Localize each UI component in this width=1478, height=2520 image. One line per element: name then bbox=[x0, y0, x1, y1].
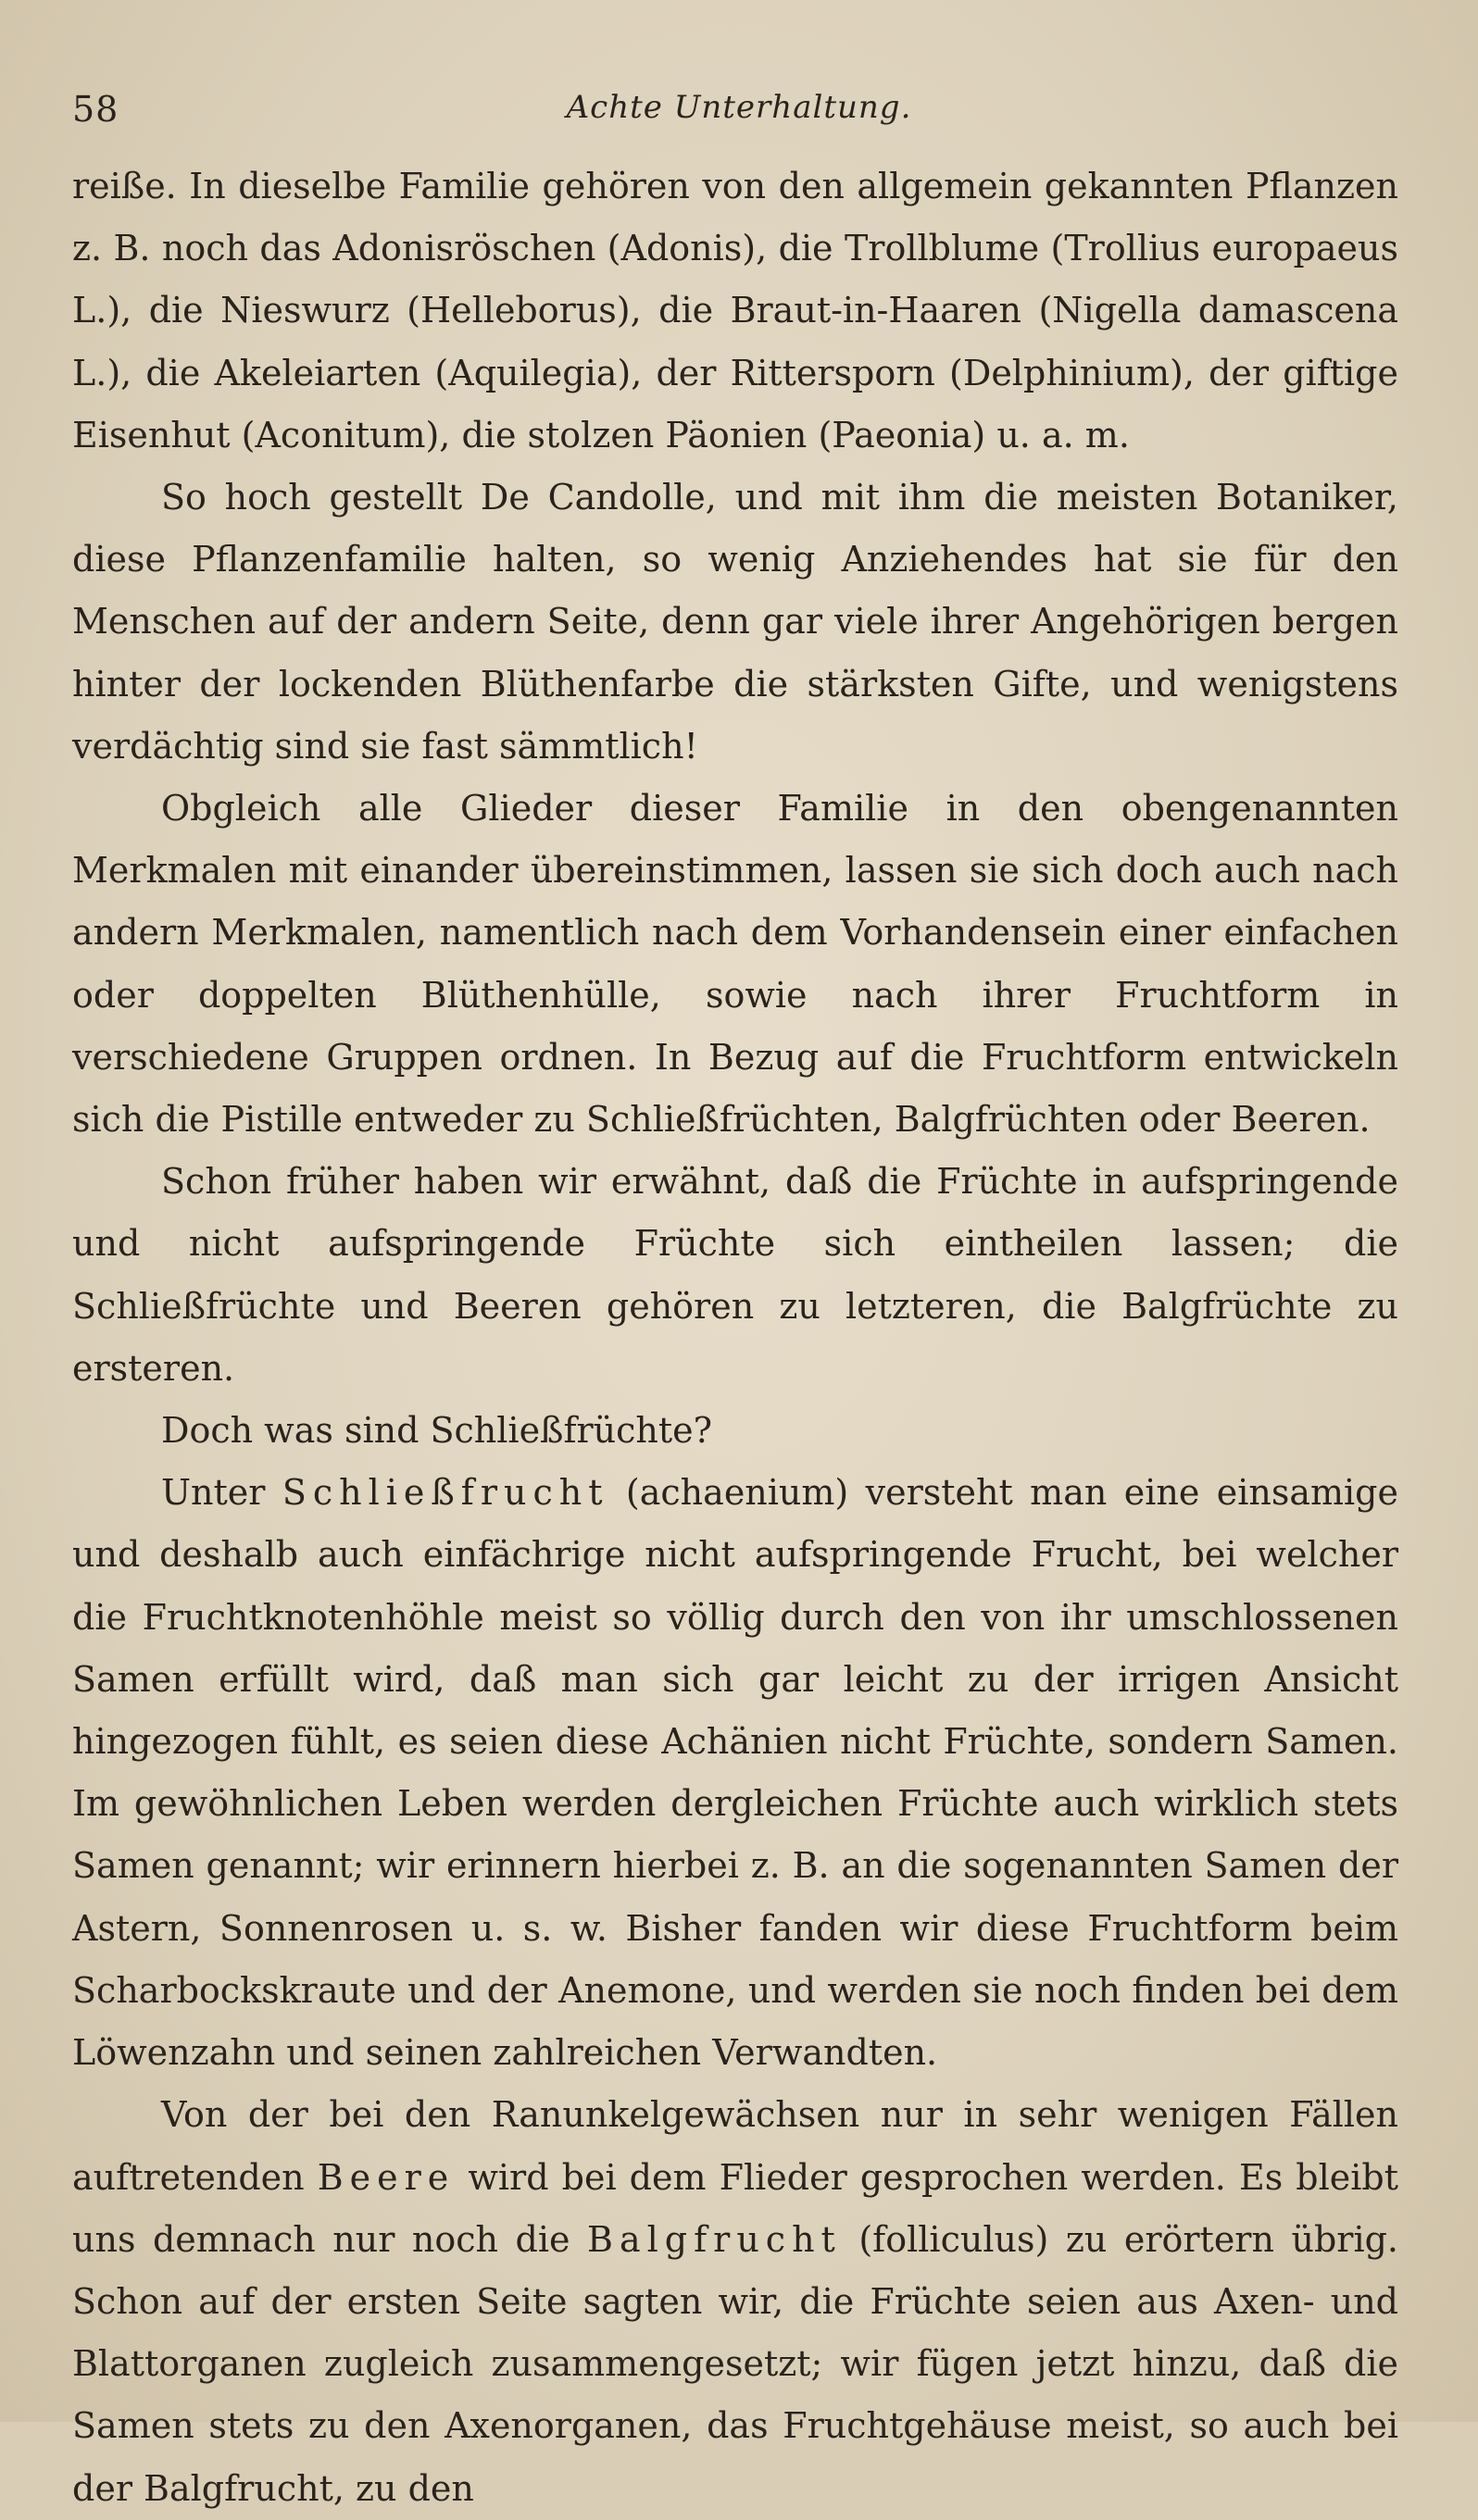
running-title: Achte Unterhaltung. bbox=[566, 89, 912, 126]
paragraph bbox=[72, 1151, 1398, 1400]
emphasized-term: Balgfrucht bbox=[587, 2218, 842, 2260]
page-number: 58 bbox=[72, 89, 119, 130]
text-run: (achaenium) versteht man eine einsamige und deshalb auch einfächrige nicht aufspringende Frucht, bei welcher die Fruchtknotenhöhle meist so völlig durch den von ihr umschlossenen Samen erfüllt wird, daß man sich gar leicht zu der irrigen Ansicht hingezogen fühlt, es seien diese Achänien nicht Früchte, sondern Samen. Im gewöhnlichen Leben werden dergleichen Früchte auch wirklich stets Samen genannt; wir erinnern hierbei z. B. an die sogenannten Samen der Astern, Sonnenrosen u. s. w. Bisher fanden wir diese Fruchtform beim Scharbockskraute und der Anemone, und werden sie noch finden bei dem Löwenzahn und seinen zahlreichen Verwandten. bbox=[72, 1472, 1398, 2074]
paragraph bbox=[72, 2084, 1398, 2519]
paragraph bbox=[72, 1462, 1398, 2084]
text-run: Unter bbox=[161, 1472, 282, 1514]
page-header bbox=[72, 80, 1406, 135]
paragraph bbox=[72, 156, 1398, 467]
text-run: So hoch gestellt De Candolle, und mit ihm die meisten Botaniker, diese Pflanzenfamilie halten, so wenig Anziehendes hat sie für den Menschen auf der andern Seite, denn gar viele ihrer Angehörigen bergen hinter der lockenden Blüthenfarbe die stärksten Gifte, und wenigstens verdächtig sind sie fast sämmtlich! bbox=[72, 477, 1398, 767]
emphasized-term: Schließfrucht bbox=[282, 1472, 609, 1514]
paragraph bbox=[72, 778, 1398, 1151]
paragraph bbox=[72, 1400, 1398, 1462]
emphasized-term: Beere bbox=[317, 2156, 456, 2198]
text-run: reiße. In dieselbe Familie gehören von den allgemein gekannten Pflanzen z. B. noch das Adonisröschen (Adonis), die Trollblume (Trollius europaeus L.), die Nieswurz (Helleborus), die Braut-in-Haaren (Nigella damascena L.), die Akeleiarten (Aquilegia), der Rittersporn (Delphinium), der giftige Eisenhut (Aconitum), die stolzen Päonien (Paeonia) u. a. m. bbox=[72, 166, 1398, 455]
text-run: Doch was sind Schließfrüchte? bbox=[161, 1410, 713, 1452]
text-run: Schon früher haben wir erwähnt, daß die Früchte in aufspringende und nicht aufspringende Früchte sich eintheilen lassen; die Schließfrüchte und Beeren gehören zu letzteren, die Balgfrüchte zu ersteren. bbox=[72, 1161, 1398, 1389]
text-run: (folliculus) zu erörtern übrig. Schon auf der ersten Seite sagten wir, die Früchte seien aus Axen- und Blattorganen zugleich zusammengesetzt; wir fügen jetzt hinzu, daß die Samen stets zu den Axenorganen, das Fruchtgehäuse meist, so auch bei der Balgfrucht, zu den bbox=[72, 2218, 1398, 2509]
body-text bbox=[72, 156, 1398, 2520]
paragraph bbox=[72, 467, 1398, 778]
text-run: wird bei dem Flieder gesprochen werden. Es bleibt uns demnach nur noch die bbox=[72, 2156, 1398, 2260]
text-run: Von der bei den Ranunkelgewächsen nur in sehr wenigen Fällen auftretenden bbox=[72, 2094, 1398, 2198]
text-run: Obgleich alle Glieder dieser Familie in den obengenannten Merkmalen mit einander übereinstimmen, lassen sie sich doch auch nach andern Merkmalen, namentlich nach dem Vorhandensein einer einfachen oder doppelten Blüthenhülle, sowie nach ihrer Fruchtform in verschiedene Gruppen ordnen. In Bezug auf die Fruchtform entwickeln sich die Pistille entweder zu Schließfrüchten, Balgfrüchten oder Beeren. bbox=[72, 788, 1398, 1141]
